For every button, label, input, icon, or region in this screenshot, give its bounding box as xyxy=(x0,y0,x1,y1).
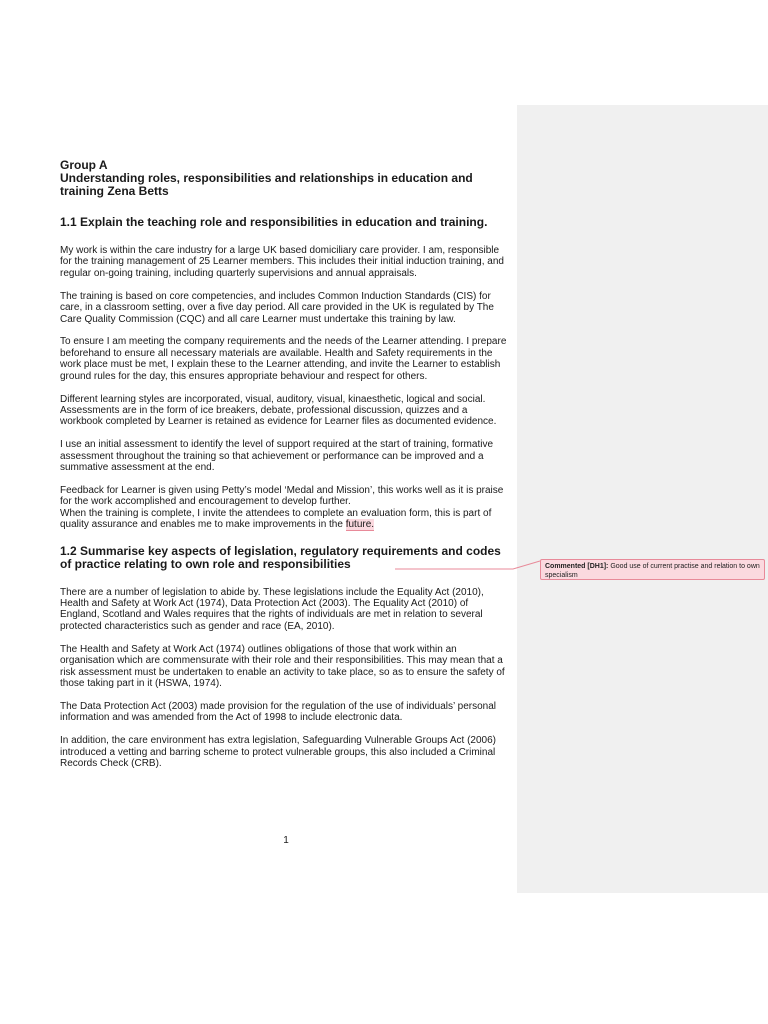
comment-label: Commented [DH1]: xyxy=(545,563,609,570)
page-number: 1 xyxy=(283,835,289,846)
document-body xyxy=(60,159,508,781)
section-1-heading: 1.1 Explain the teaching role and responsibilities in education and training. xyxy=(60,215,488,229)
section-2-heading: 1.2 Summarise key aspects of legislation, regulatory requirements and codes of practice relating to own role and responsibilities xyxy=(60,543,501,571)
paragraph: Feedback for Learner is given using Petty’s model ‘Medal and Mission’, this works well as it is praise for the work accomplished and encouragement to develop further. xyxy=(60,485,504,508)
paragraph: In addition, the care environment has extra legislation, Safeguarding Vulnerable Groups Act (2006) introduced a vetting and barring scheme to protect vulnerable groups, this also included a Criminal Records Check (CRB). xyxy=(60,735,497,769)
comment-pane xyxy=(517,105,768,893)
paragraph-text: When the training is complete, I invite the attendees to complete an evaluation form, this is part of quality assurance and enables me to make improvements in the xyxy=(60,507,492,531)
paragraph: Different learning styles are incorporated, visual, auditory, visual, kinaesthetic, logical and social. Assessments are in the form of ice breakers, debate, professional discussion, quizzes and a workbook completed by Learner is retained as evidence for Learner files as documented evidence. xyxy=(60,393,497,428)
paragraph-with-comment xyxy=(60,508,508,531)
paragraph: The Data Protection Act (2003) made provision for the regulation of the use of individuals’ personal information and was amended from the Act of 1998 to include electronic data. xyxy=(60,700,496,724)
paragraph: To ensure I am meeting the company requirements and the needs of the Learner attending. I prepare beforehand to ensure all necessary materials are available. Health and Safety requirements in the work place must be met, I explain these to the Learner attending, and invite the Learner to establish ground rules for the day, this ensures appropriate behaviour and respect for others. xyxy=(60,336,507,382)
title-line-2: Understanding roles, responsibilities and relationships in education and training Zena Betts xyxy=(60,171,473,198)
paragraph: There are a number of legislation to abide by. These legislations include the Equality Act (2010), Health and Safety at Work Act (1974), Data Protection Act (2003). The Equality Act (2010) of England, Scotland and Wales requires that the rights of individuals are met in relation to several protected characteristics such as gender and race (EA, 2010). xyxy=(60,586,484,632)
paragraph: I use an initial assessment to identify the level of support required at the start of training, formative assessment throughout the training so that achievement or performance can be improved and a summative assessment at the end. xyxy=(60,439,494,474)
comment-balloon[interactable] xyxy=(540,559,765,580)
comment-text: Good use of current practise and relation to own specialism xyxy=(545,563,760,579)
comment-connector-line xyxy=(395,560,541,572)
document-title xyxy=(60,159,508,198)
paragraph: The training is based on core competencies, and includes Common Induction Standards (CIS) for care, in a classroom setting, over a five day period. All care provided in the UK is regulated by The Care Quality Commission (CQC) and all care Learner must undertake this training by law. xyxy=(60,290,494,325)
paragraph: The Health and Safety at Work Act (1974) outlines obligations of those that work within an organisation which are commensurate with their role and their responsibilities. This may mean that a risk assessment must be undertaken to enable an activity to take place, so as to ensure the safety of those taking part in it (HSWA, 1974). xyxy=(60,643,505,689)
title-line-1: Group A xyxy=(60,158,108,172)
commented-text-highlight[interactable]: future. xyxy=(345,519,375,531)
paragraph: My work is within the care industry for a large UK based domiciliary care provider. I am, responsible for the training management of 25 Learner members. This includes their initial induction training, and regular on-going training, including quarterly supervisions and annual appraisals. xyxy=(60,245,504,279)
